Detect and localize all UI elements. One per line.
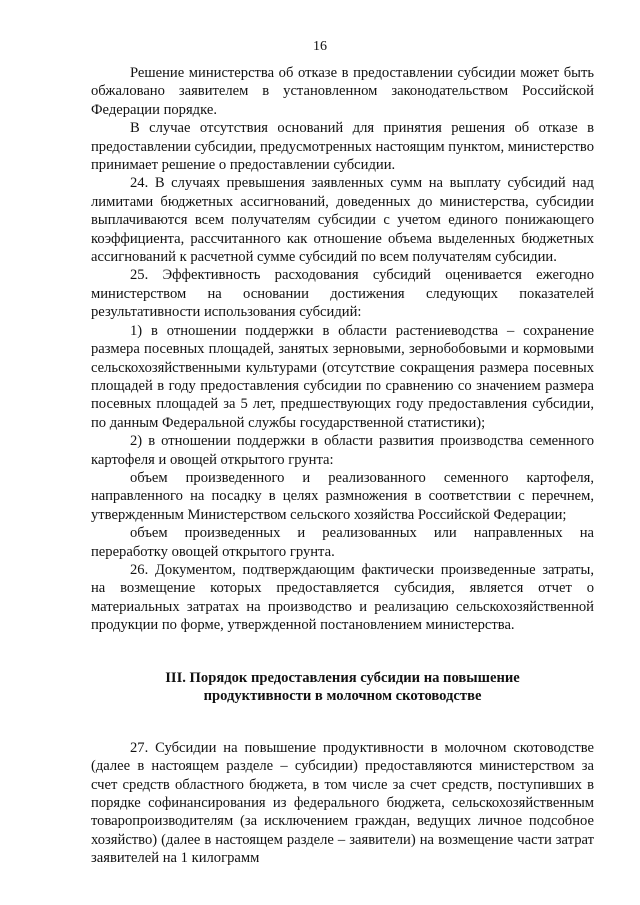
paragraph-25-item-1: 1) в отношении поддержки в области растениеводства – сохранение размера посевных площадей, занятых зерновыми, зернобобовыми и кормовыми сельскохозяйственными культурами (отсутствие сокращения размера посевных площадей в году предоставления субсидии по сравнению со значением размера посевных площадей за 5 лет, предшествующих году предоставления субсидии, по данным Федеральной службы государственной статистики); xyxy=(91,322,594,431)
paragraph-grant-decision: В случае отсутствия оснований для принятия решения об отказе в предоставлении субсидии, предусмотренных настоящим пунктом, министерство принимает решение о предоставлении субсидии. xyxy=(91,120,594,174)
paragraph-25: 25. Эффективность расходования субсидий оценивается ежегодно министерством на основании достижения следующих показателей результативности использования субсидий: xyxy=(91,267,594,321)
paragraph-26: 26. Документом, подтверждающим фактически произведенные затраты, на возмещение которых предоставляется субсидия, является отчет о материальных затратах на производство и реализацию сельскохозяйственной продукции по форме, утвержденной постановлением министерства. xyxy=(91,561,594,634)
paragraph-24: 24. В случаях превышения заявленных сумм на выплату субсидий над лимитами бюджетных ассигнований, доведенных до министерства, субсидии выплачиваются всем получателям субсидии с учетом единого понижающего коэффициента, рассчитанного как отношение объема выделенных бюджетных ассигнований к расчетной сумме субсидий по всем получателям субсидии. xyxy=(91,175,594,266)
section-heading-line-2: продуктивности в молочном скотоводстве xyxy=(203,688,482,705)
paragraph-vegetables-volume: объем произведенных и реализованных или направленных на переработку овощей открытого грунта. xyxy=(91,525,594,560)
section-heading xyxy=(91,669,594,706)
document-body xyxy=(91,64,594,868)
section-heading-line-1: III. Порядок предоставления субсидии на повышение xyxy=(165,669,520,686)
paragraph-appeal: Решение министерства об отказе в предоставлении субсидии может быть обжаловано заявителем в установленном законодательством Российской Федерации порядке. xyxy=(91,65,594,118)
paragraph-27: 27. Субсидии на повышение продуктивности в молочном скотоводстве (далее в настоящем разделе – субсидии) предоставляются министерством за счет средств областного бюджета, в том числе за счет средств, поступивших в порядке софинансирования из федерального бюджета, сельскохозяйственным товаропроизводителям (за исключением граждан, ведущих личное подсобное хозяйство) (далее в настоящем разделе – заявители) на возмещение части затрат заявителей на 1 килограмм xyxy=(91,739,594,867)
paragraph-25-item-2: 2) в отношении поддержки в области развития производства семенного картофеля и овощей открытого грунта: xyxy=(91,433,594,468)
page-number: 16 xyxy=(313,39,327,54)
paragraph-seed-potato-volume: объем произведенного и реализованного семенного картофеля, направленного на посадку в целях размножения в соответствии с перечнем, утвержденным Министерством сельского хозяйства Российской Федерации; xyxy=(91,469,594,523)
